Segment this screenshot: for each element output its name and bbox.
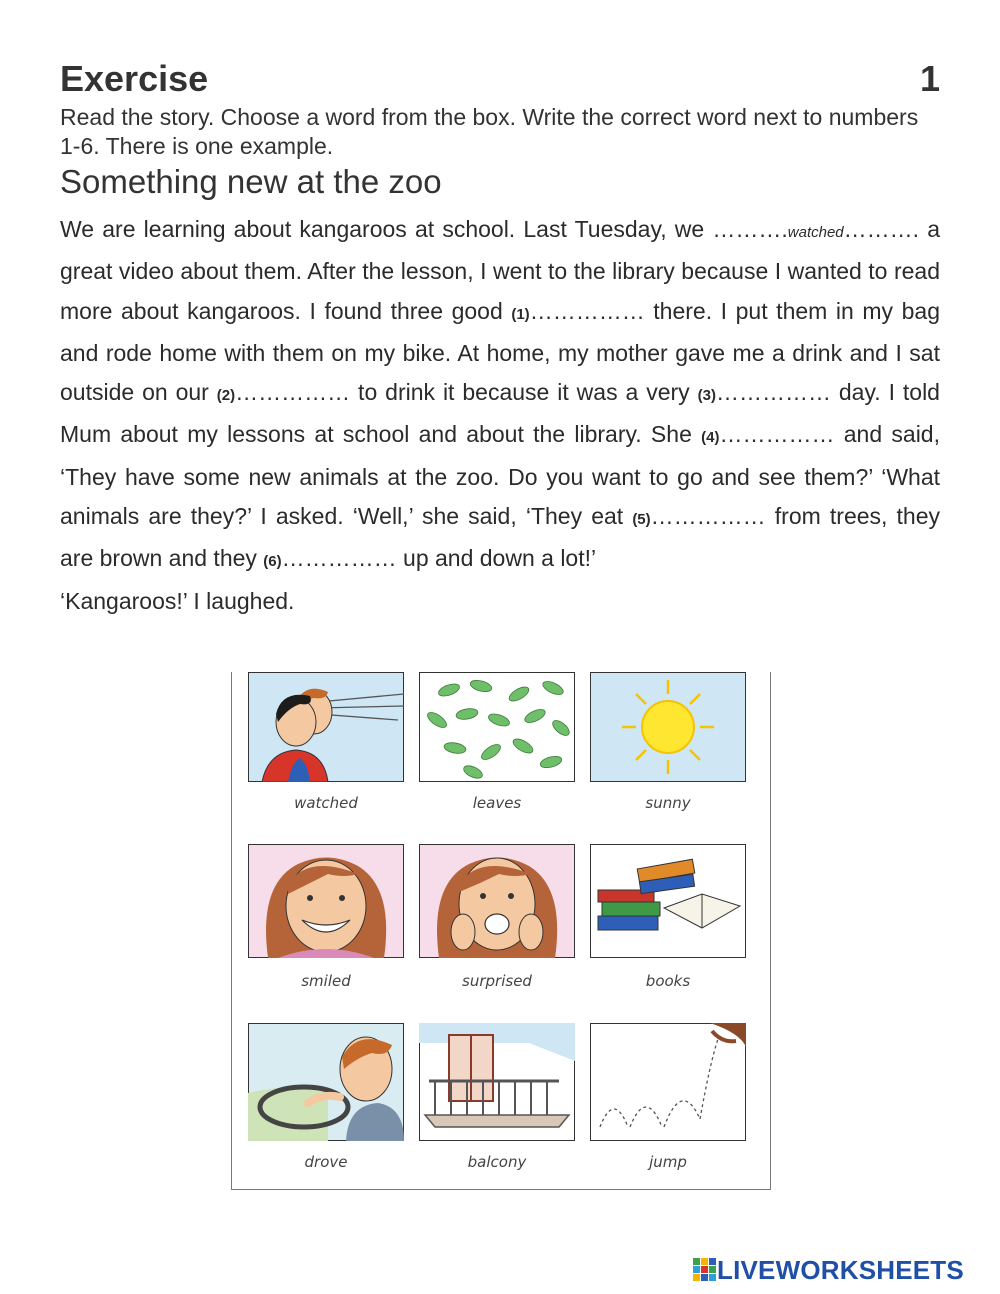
gap-number-6: (6) [263,553,282,571]
answer-gap-1[interactable] [511,298,644,324]
gap-number-3: (3) [697,387,716,405]
liveworksheets-logo-icon [693,1258,717,1282]
leaves-picture [419,672,575,782]
dots: …………… [715,379,831,406]
story-text [60,210,940,621]
gap-number-2: (2) [216,387,236,405]
word-label: drove [304,1153,348,1171]
gap-number-4: (4) [701,429,720,447]
sun-icon [590,672,746,782]
answer-gap-6[interactable] [263,545,396,571]
dots: ………. [712,216,788,242]
story-text-5: day. I told Mum about my lessons at school and about the library. She [60,379,940,448]
exercise-title: Exercise [60,58,209,99]
word-card-balcony [419,1023,575,1171]
word-label: surprised [462,972,532,990]
surprised-girl-picture [419,844,575,958]
books-picture [590,844,746,958]
dots: …………… [650,503,766,530]
word-card-watched [248,672,404,812]
example-gap [712,216,919,242]
word-label: watched [294,794,358,812]
story-paragraph [60,210,940,582]
liveworksheets-logo [693,1254,964,1286]
watching-picture [248,672,404,782]
balcony-picture [419,1023,575,1141]
story-text-3: there. I put them in my bag and rode home with them on my bike. At home, my mother gave me a drink and I sat outside on our [60,297,940,406]
brand-name: LIVEWORKSHEETS [717,1254,964,1285]
word-label: balcony [467,1153,527,1171]
story-text-8: up and down a lot!’ [396,545,597,572]
word-box [231,672,771,1190]
word-label: leaves [472,794,522,812]
word-card-books [590,844,746,990]
jump-picture [590,1023,746,1141]
driving-picture [248,1023,404,1141]
answer-gap-5[interactable] [632,503,765,529]
gap-number-5: (5) [632,511,651,529]
word-card-surprised [419,844,575,990]
word-card-smiled [248,844,404,990]
exercise-number: 1 [919,58,940,99]
gap-number-1: (1) [511,305,530,323]
example-answer: watched [787,224,844,241]
dots: …………… [719,421,835,448]
answer-gap-4[interactable] [701,421,834,447]
word-card-sunny [590,672,746,812]
story-text-6: and said, ‘They have some new animals at the zoo. Do you want to go and see them?’ ‘What animals are they?’ I asked. ‘Well,’ she said, ‘They eat [60,421,940,530]
dots: ………. [843,216,920,242]
word-label: sunny [645,794,691,812]
dots: …………… [281,545,397,572]
story-text-4: to drink it because it was a very [350,379,698,406]
word-card-jump [590,1023,746,1171]
story-title: Something new at the zoo [60,163,442,200]
story-closing-line: ‘Kangaroos!’ I laughed. [60,587,295,614]
story-text-1: We are learning about kangaroos at school. Last Tuesday, we [60,216,713,242]
answer-gap-2[interactable] [217,379,350,405]
story-text-2: a great video about them. After the lesson, I went to the library because I wanted to read more about kangaroos. I found three good [60,216,940,324]
word-label: books [645,972,691,990]
story-text-7: from trees, they are brown and they [60,503,941,572]
dots: …………… [235,379,351,406]
instructions: Read the story. Choose a word from the box. Write the correct word next to numbers 1-6. There is one example. [60,104,919,159]
word-card-leaves [419,672,575,812]
dots: …………… [529,297,645,324]
answer-gap-3[interactable] [698,379,831,405]
smiling-girl-picture [248,844,404,958]
header [60,58,940,102]
word-label: jump [649,1153,687,1171]
word-card-drove [248,1023,404,1171]
word-label: smiled [301,972,351,990]
